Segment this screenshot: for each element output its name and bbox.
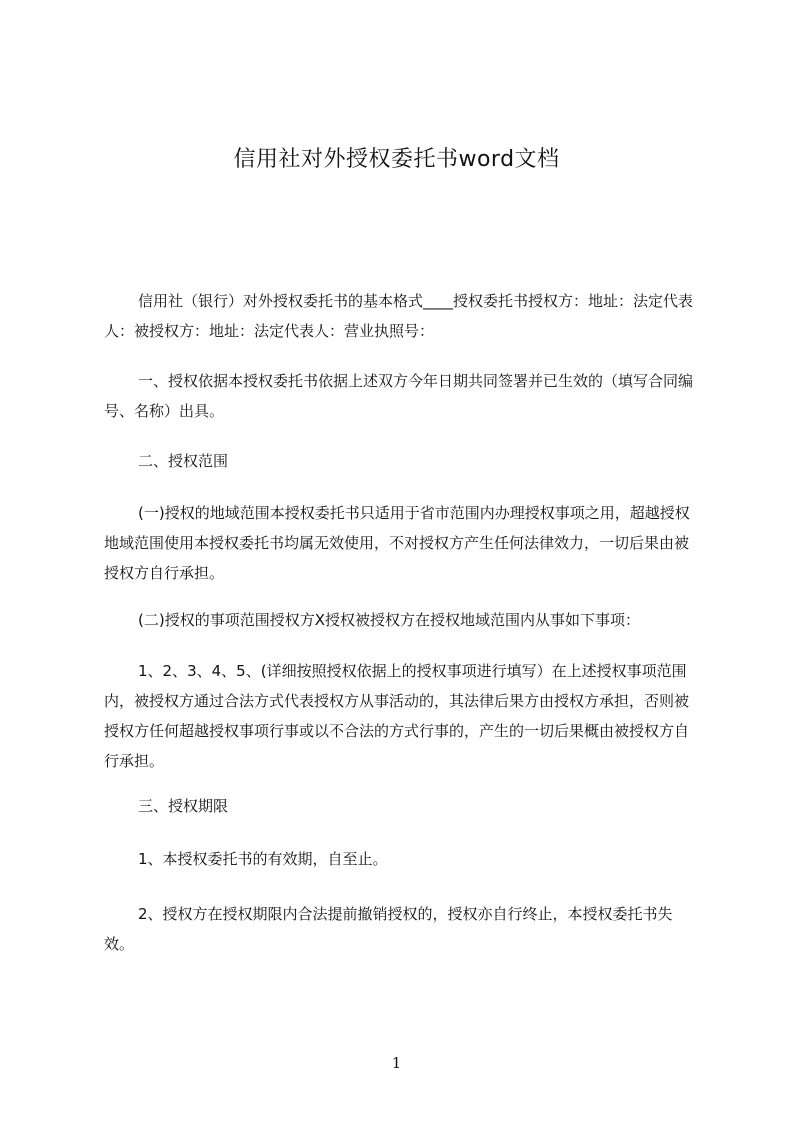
paragraph-geographic-scope: (一)授权的地域范围本授权委托书只适用于省市范围内办理授权事项之用，超越授权地域范围使用本授权委托书均属无效使用，不对授权方产生任何法律效力，一切后果由被授权方自行承担。	[104, 504, 690, 582]
paragraph-basis: 一、授权依据本授权委托书依据上述双方今年日期共同签署并已生效的（填写合同编号、名称）出具。	[104, 372, 694, 420]
page-number: 1	[391, 1054, 402, 1072]
heading-scope: 二、授权范围	[138, 452, 229, 470]
paragraph-intro: 信用社（银行）对外授权委托书的基本格式____授权委托书授权方：地址：法定代表人：被授权方：地址：法定代表人：营业执照号：	[104, 292, 694, 340]
paragraph-revocation: 2、授权方在授权期限内合法提前撤销授权的，授权亦自行终止，本授权委托书失效。	[104, 905, 673, 953]
paragraph-matters-list: 1、2、3、4、5、(详细按照授权依据上的授权事项进行填写）在上述授权事项范围内，被授权方通过合法方式代表授权方从事活动的，其法律后果方由授权方承担，否则被授权方任何超越授权事项行事或以不合法的方式行事的，产生的一切后果概由被授权方自行承担。	[104, 662, 690, 770]
heading-term: 三、授权期限	[138, 797, 229, 815]
paragraph-validity: 1、本授权委托书的有效期，自至止。	[138, 850, 388, 868]
document-title: 信用社对外授权委托书word文档	[233, 147, 560, 172]
paragraph-matter-scope: (二)授权的事项范围授权方X授权被授权方在授权地域范围内从事如下事项：	[138, 611, 640, 629]
